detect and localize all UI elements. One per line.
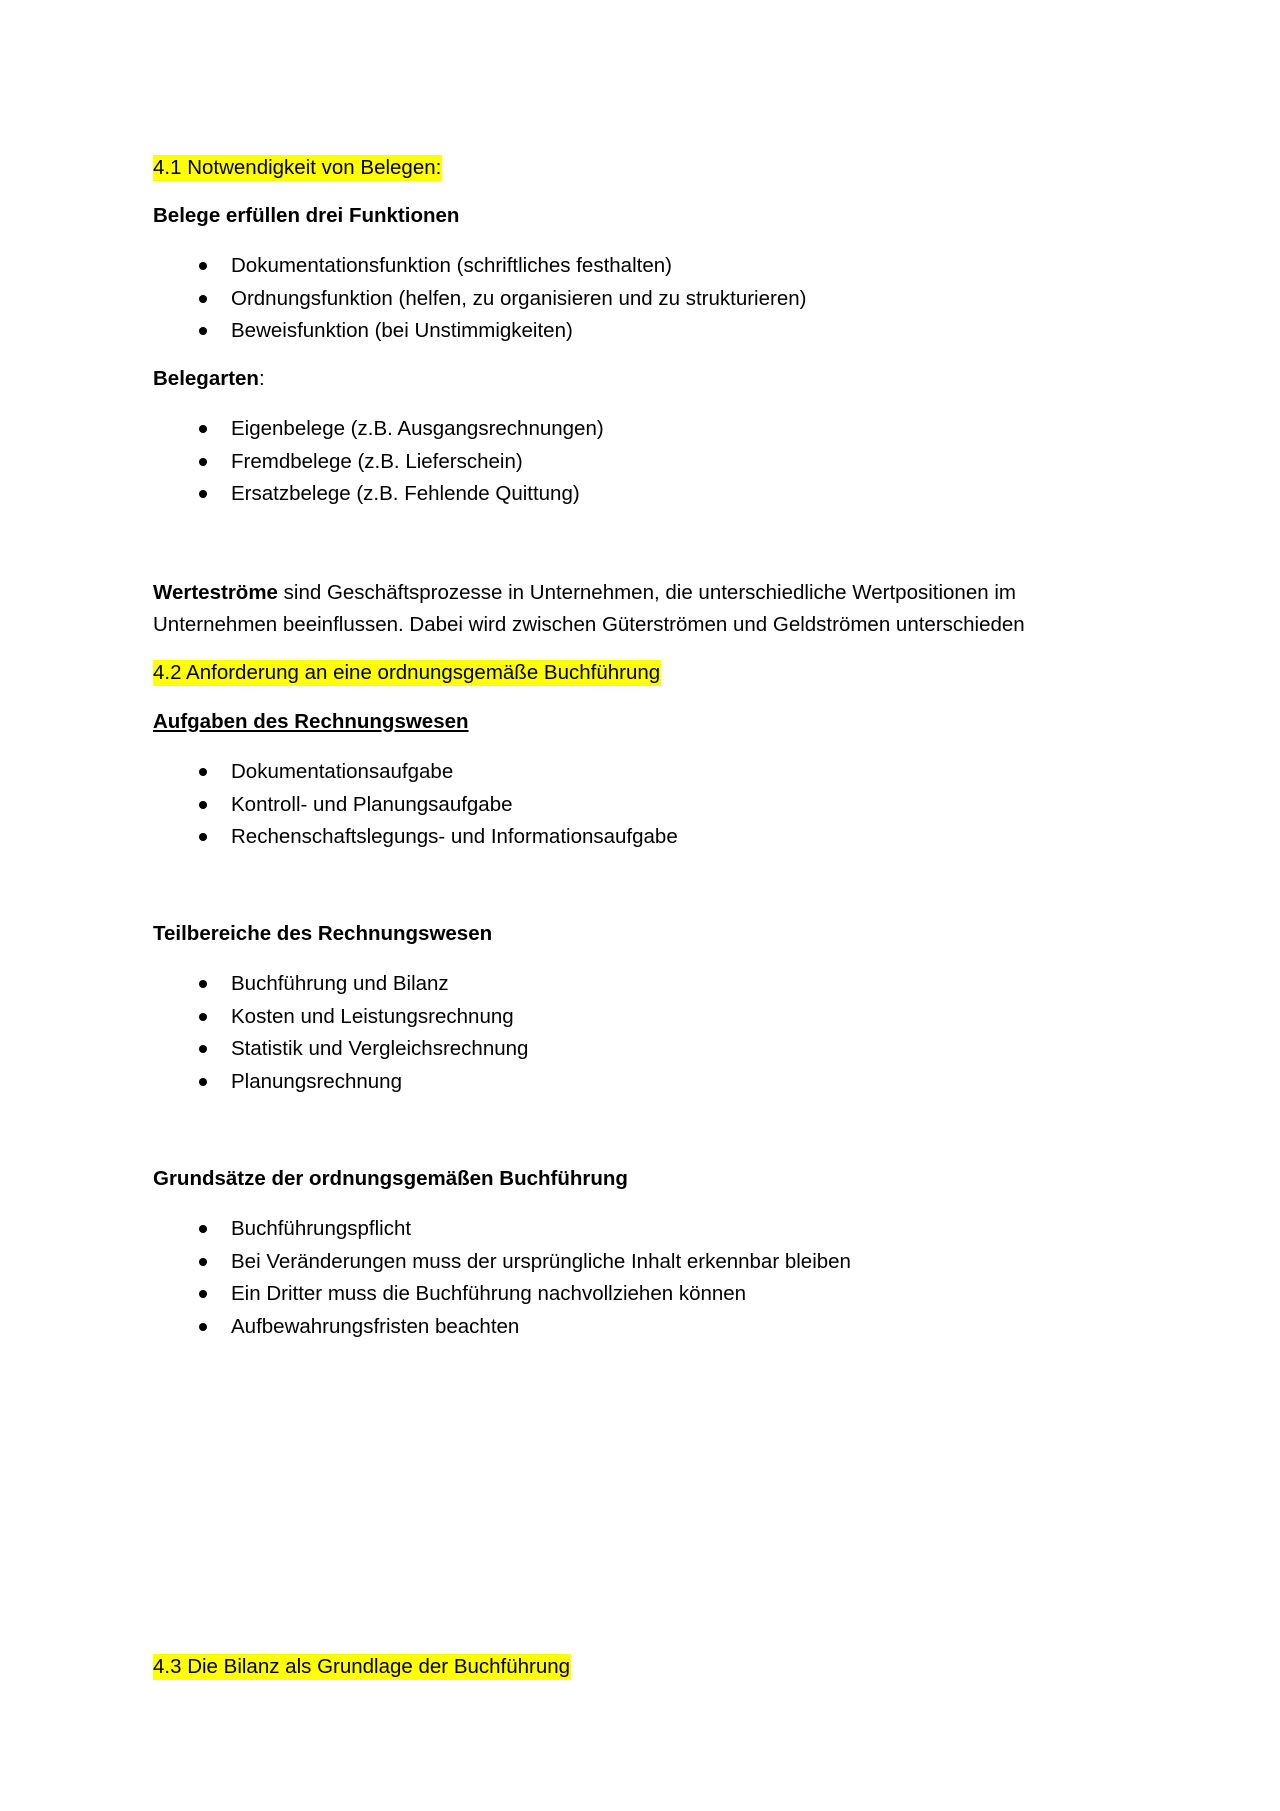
list-item: Ersatzbelege (z.B. Fehlende Quittung): [153, 478, 604, 511]
bullet-icon: [199, 1078, 207, 1086]
bullet-icon: [199, 1258, 207, 1266]
list-item: Fremdbelege (z.B. Lieferschein): [153, 446, 604, 479]
list-item: Dokumentationsfunktion (schriftliches festhalten): [153, 250, 806, 283]
teilbereiche-title: Teilbereiche des Rechnungswesen: [153, 922, 493, 945]
bullet-icon: [199, 425, 207, 433]
bullet-icon: [199, 295, 207, 303]
list-item: Ordnungsfunktion (helfen, zu organisieren und zu strukturieren): [153, 283, 806, 316]
bullet-icon: [199, 1045, 207, 1053]
bullet-icon: [199, 833, 207, 841]
list-item: Aufbewahrungsfristen beachten: [153, 1311, 851, 1344]
list-item: Bei Veränderungen muss der ursprüngliche Inhalt erkennbar bleiben: [153, 1246, 851, 1279]
grundsaetze-list: [153, 1213, 851, 1344]
aufgaben-title: Aufgaben des Rechnungswesen: [153, 710, 469, 733]
bullet-icon: [199, 1323, 207, 1331]
list-item: Buchführung und Bilanz: [153, 968, 528, 1001]
section-4-2-heading: [153, 657, 661, 689]
list-item: Kontroll- und Planungsaufgabe: [153, 789, 678, 822]
list-item: Beweisfunktion (bei Unstimmigkeiten): [153, 315, 806, 348]
highlighted-heading: 4.3 Die Bilanz als Grundlage der Buchführung: [153, 1655, 571, 1678]
highlighted-heading: 4.1 Notwendigkeit von Belegen:: [153, 156, 442, 179]
bullet-icon: [199, 980, 207, 988]
list-item: Statistik und Vergleichsrechnung: [153, 1033, 528, 1066]
wertestroeme-paragraph: Werteströme sind Geschäftsprozesse in Unternehmen, die unterschiedliche Wertpositionen im Unternehmen beeinflussen. Dabei wird zwischen Güterströmen und Geldströmen unterschieden: [153, 581, 1025, 636]
bullet-icon: [199, 458, 207, 466]
bullet-icon: [199, 1225, 207, 1233]
list-item: Planungsrechnung: [153, 1066, 528, 1099]
bullet-icon: [199, 1290, 207, 1298]
bullet-icon: [199, 801, 207, 809]
functions-list: [153, 250, 806, 348]
bullet-icon: [199, 1013, 207, 1021]
list-item: Dokumentationsaufgabe: [153, 756, 678, 789]
belegarten-list: [153, 413, 604, 511]
list-item: Buchführungspflicht: [153, 1213, 851, 1246]
highlighted-heading: 4.2 Anforderung an eine ordnungsgemäße Buchführung: [153, 661, 661, 684]
belegarten-title: Belegarten:: [153, 367, 265, 390]
list-item: Eigenbelege (z.B. Ausgangsrechnungen): [153, 413, 604, 446]
teilbereiche-list: [153, 968, 528, 1099]
bullet-icon: [199, 262, 207, 270]
section-4-1-heading: [153, 152, 442, 184]
bullet-icon: [199, 490, 207, 498]
functions-title: Belege erfüllen drei Funktionen: [153, 204, 460, 227]
bullet-icon: [199, 768, 207, 776]
aufgaben-list: [153, 756, 678, 854]
bullet-icon: [199, 327, 207, 335]
list-item: Kosten und Leistungsrechnung: [153, 1001, 528, 1034]
document-page: [153, 0, 1153, 1811]
list-item: Rechenschaftslegungs- und Informationsaufgabe: [153, 821, 678, 854]
section-4-3-heading: [153, 1651, 571, 1683]
grundsaetze-title: Grundsätze der ordnungsgemäßen Buchführung: [153, 1167, 628, 1190]
list-item: Ein Dritter muss die Buchführung nachvollziehen können: [153, 1278, 851, 1311]
